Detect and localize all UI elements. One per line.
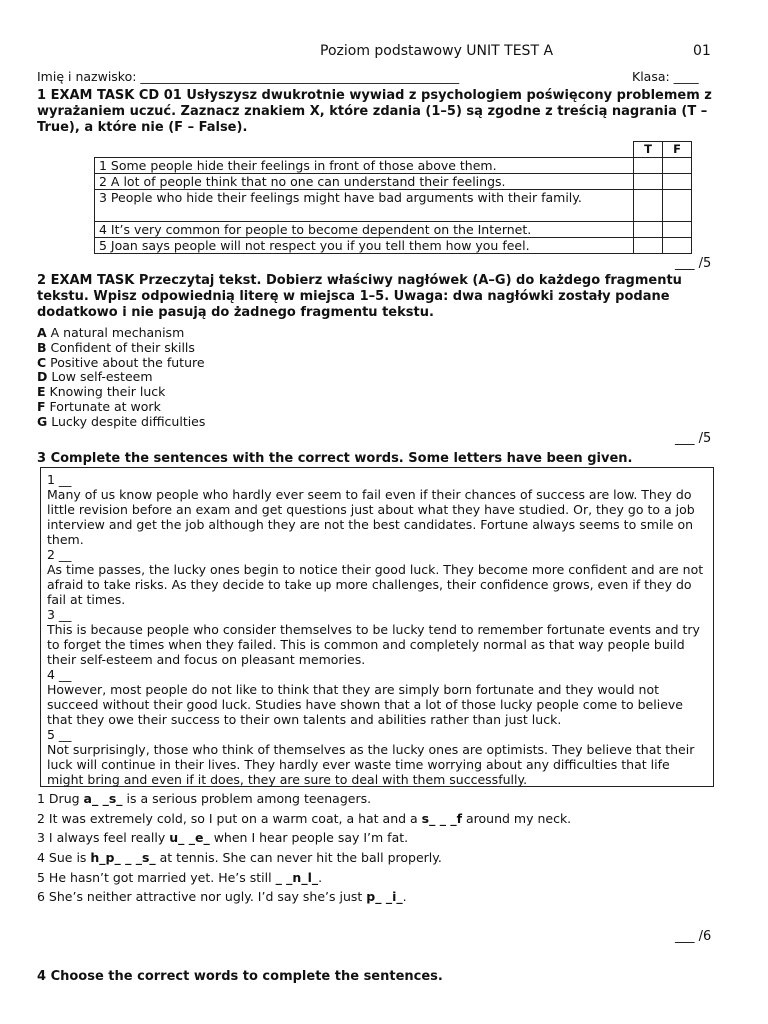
task1-score: ___ /5 [675,256,712,271]
paragraph-2-number[interactable]: 2 __ [47,547,72,562]
sentence-3: 3 I always feel really u_ _e_ when I hear people say I’m fat. [37,830,409,846]
statement-2: 2 A lot of people think that no one can understand their feelings. [95,174,634,190]
paragraph-4-text: However, most people do not like to think that they are simply born fortunate and they would not succeed without their good luck. Studies have shown that a lot of those lucky people come to believe that they owe their success to their own talents and abilities rather than just luck. [47,682,683,727]
gap-word-4[interactable]: h_p_ _ _s_ [90,850,156,866]
reading-text-box [40,467,714,787]
answer-box-true-3[interactable] [634,190,663,222]
sentence-6: 6 She’s neither attractive nor ugly. I’d say she’s just p_ _i_. [37,889,407,905]
answer-box-false-3[interactable] [663,190,692,222]
paragraph-5-text: Not surprisingly, those who think of themselves as the lucky ones are optimists. They believe that their luck will continue in their lives. They hardly ever waste time worrying about any difficulties that life might bring and even if it does, they are sure to deal with them successfully. [47,742,695,787]
paragraph-1-text: Many of us know people who hardly ever seem to fail even if their chances of success are low. They do little revision before an exam and get questions just about what they have studied. Or, they go to a job interview and get the job although they are not the best candidates. Fortune always seems to smile on them. [47,487,695,547]
statement-5: 5 Joan says people will not respect you if you tell them how you feel. [95,238,634,254]
task3-score: ___ /6 [675,929,712,944]
heading-option-a: A A natural mechanism [37,325,185,340]
heading-option-e: E Knowing their luck [37,384,166,400]
paragraph-1-number[interactable]: 1 __ [47,472,72,487]
gap-fill-sentences [37,789,571,907]
statement-1: 1 Some people hide their feelings in front of those above them. [95,158,634,174]
sentence-2: 2 It was extremely cold, so I put on a warm coat, a hat and a s_ _ _f around my neck. [37,810,572,826]
gap-word-5[interactable]: _ _n_l_ [275,869,319,885]
paragraph-4-number[interactable]: 4 __ [47,667,72,682]
task2-heading: 2 EXAM TASK Przeczytaj tekst. Dobierz właściwy nagłówek (A–G) do każdego fragmentu tekstu. Wpisz odpowiednią literę w miejsca 1–5. Uwaga: dwa nagłówki zostały podane dodatkowo i nie pasują do żadnego fragmentu tekstu. [37,273,682,320]
answer-box-false-2[interactable] [663,174,692,190]
column-header-false: F [663,142,692,158]
sentence-4: 4 Sue is h_p_ _ _s_ at tennis. She can never hit the ball properly. [37,850,442,866]
paragraph-5-number[interactable]: 5 __ [47,727,72,742]
gap-word-2[interactable]: s_ _ _f [421,810,463,826]
task3-heading: 3 Complete the sentences with the correct words. Some letters have been given. [37,451,633,466]
statement-4: 4 It’s very common for people to become dependent on the Internet. [95,222,634,238]
answer-box-false-1[interactable] [663,158,692,174]
gap-word-1[interactable]: a_ _s_ [83,791,123,806]
statement-3: 3 People who hide their feelings might have bad arguments with their family. [95,190,634,222]
test-title: Poziom podstawowy UNIT TEST A [320,43,554,59]
paragraph-2-text: As time passes, the lucky ones begin to notice their good luck. They become more confident and are not afraid to take risks. As they decide to take up more challenges, their confidence grows, even if they do fail at times. [47,562,704,607]
task1-heading: 1 EXAM TASK CD 01 Usłyszysz dwukrotnie wywiad z psychologiem poświęcony problemem z wyrażaniem uczuć. Zaznacz znakiem X, które zdania (1–5) są zgodne z treścią nagrania (T – True), a które nie (F – False). [37,88,712,135]
task4-heading: 4 Choose the correct words to complete the sentences. [37,969,443,984]
class-field[interactable]: Klasa: ____ [632,69,699,84]
heading-option-f: F Fortunate at work [37,398,161,414]
answer-box-true-2[interactable] [634,174,663,190]
headings-list [37,326,205,430]
paragraph-3-text: This is because people who consider themselves to be lucky tend to remember fortunate events and try to forget the times when they failed. This is common and completely normal as that way people build their self-esteem and focus on pleasant memories. [47,622,700,667]
gap-word-3[interactable]: u_ _e_ [169,830,210,846]
heading-option-g: G Lucky despite difficulties [37,413,206,429]
answer-box-true-1[interactable] [634,158,663,174]
name-field[interactable]: Imię i nazwisko: ___________________________________________________ [37,69,460,84]
answer-box-true-4[interactable] [634,222,663,238]
heading-option-d: D Low self-esteem [37,369,153,385]
sentence-1: 1 Drug a_ _s_ is a serious problem among teenagers. [37,791,372,806]
answer-box-false-5[interactable] [663,238,692,254]
answer-box-true-5[interactable] [634,238,663,254]
heading-option-b: B Confident of their skills [37,339,195,355]
answer-box-false-4[interactable] [663,222,692,238]
true-false-table [94,141,692,254]
gap-word-6[interactable]: p_ _i_ [366,889,403,905]
heading-option-c: C Positive about the future [37,354,205,370]
paragraph-3-number[interactable]: 3 __ [47,607,72,622]
unit-number: 01 [693,43,711,59]
column-header-true: T [634,142,663,158]
task2-score: ___ /5 [675,431,712,446]
sentence-5: 5 He hasn’t got married yet. He’s still _ _n_l_. [37,869,323,885]
